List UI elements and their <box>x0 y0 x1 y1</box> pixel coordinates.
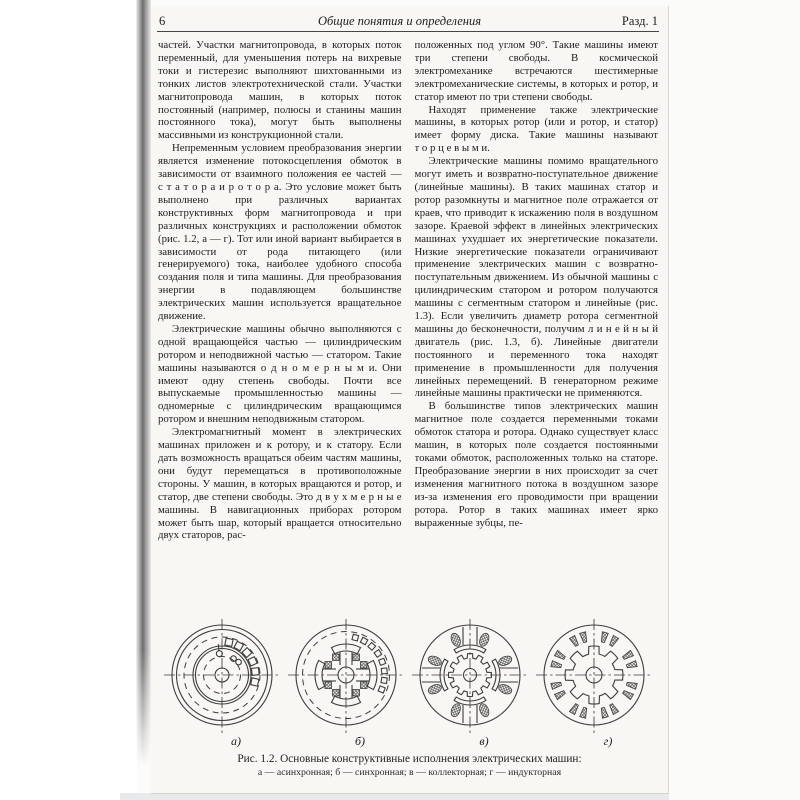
paragraph: частей. Участки магнитопровода, в которых поток переменный, для уменьшения потерь на вихревые токи и гистерезис выполняют шихтованными из тонких листов электротехнической стали. Участки магнитопровода машин, в которых поток постоянный (например, полюсы и станины машин постоянного тока), могут быть выполнены массивными из конструкционной стали. <box>158 39 402 142</box>
machine-cross-section-drawing <box>409 611 531 741</box>
section-label: Разд. 1 <box>621 14 658 28</box>
machine-diagram-collector <box>409 611 531 749</box>
left-column <box>158 39 402 609</box>
diagram-label: б) <box>354 734 366 748</box>
machine-diagrams <box>151 611 668 749</box>
book-page <box>151 6 669 794</box>
page-header <box>151 6 668 29</box>
paragraph: Находят применение также электрические машины, в которых ротор (или и ротор, и статор) имеет форму диска. Такие машины называют т о р ц е в ы м и. <box>414 103 658 155</box>
paragraph: Непременным условием преобразования энергии является изменение потокосцепления обмоток в зависимости от взаимного положения ее частей — с т а т о р а и р о т о р а. Это условие может быть выполнено при различных вариантах конструктивных форм магнитопровода и при различных конструкциях и расположении обмоток (рис. 1.2, а — г). Тот или иной вариант выбирается в зависимости от рода питающего (или генерируемого) тока, наиболее удобного способа создания поля и типа машины. Для преобразования энергии в подавляющем большинстве электрических машин используется вращательное движение. <box>158 142 402 323</box>
diagram-label: а) <box>231 734 241 748</box>
running-title: Общие понятия и определения <box>317 14 482 28</box>
page-gutter-shadow <box>136 0 151 765</box>
figure-caption: Рис. 1.2. Основные конструктивные исполнения электрических машин: <box>237 753 582 765</box>
diagram-label: г) <box>603 734 613 748</box>
figure-1-2 <box>151 609 668 778</box>
page-number: 6 <box>159 14 166 28</box>
paragraph: В большинстве типов электрических машин магнитное поле создается переменными токами обмоток статора и ротора. Однако существует класс машин, в которых поле создается постоянными токами обмоток, расположенных только на статоре. Преобразование энергии в них происходит за счет изменения магнитного потока в воздушном зазоре из-за изменения его проводимости при вращении ротора. Ротор в таких машинах имеет ярко выраженные зубцы, пе- <box>414 400 658 529</box>
machine-diagram-asynchronous <box>161 611 283 749</box>
machine-diagram-synchronous <box>285 611 407 749</box>
scan-edge-shadow <box>120 793 669 800</box>
machine-cross-section-drawing <box>285 611 407 741</box>
diagram-label: в) <box>479 734 489 748</box>
right-column <box>415 39 659 609</box>
paragraph: Электрические машины помимо вращательного могут иметь и возвратно-поступательное движение (линейные машины). В таких машинах статор и ротор разомкнуты и магнитное поле отражается от краев, что приводит к искажению поля в воздушном зазоре. Краевой эффект в линейных электрических машинах ухудшает их энергетические показатели. Низкие энергетические показатели ограничивают применение электрических машин с возвратно-поступательным движением. Из обычной машины с цилиндрическим статором и ротором получаются машины с сегментным статором и линейные (рис. 1.3). Если увеличить диаметр ротора сегментной машины до бесконечности, получим л и н е й н ы й двигатель (рис. 1.3, б). Линейные двигатели постоянного и переменного тока находят применение в промышленности для получения линейных перемещений. В генераторном режиме линейные машины практически не применяются. <box>414 155 658 400</box>
scan-left-margin <box>0 0 137 800</box>
machine-diagram-inductor <box>533 611 655 749</box>
figure-subcaption: а — асинхронная; б — синхронная; в — коллекторная; г — индукторная <box>257 767 562 778</box>
machine-cross-section-drawing <box>161 611 283 741</box>
machine-cross-section-drawing <box>533 611 655 741</box>
text-columns <box>151 32 668 609</box>
paragraph: Электрические машины обычно выполняются с одной вращающейся частью — цилиндрическим ротором и неподвижной частью — статором. Такие машины называются о д н о м е р н ы м и. Они имеют одну степень свободы. Почти все выпускаемые промышленностью машины — одномерные с цилиндрическим вращающимся ротором и внешним неподвижным статором. <box>158 322 402 426</box>
paragraph: Электромагнитный момент в электрических машинах приложен и к ротору, и к статору. Если дать возможность вращаться обеим частям машины, они будут перемещаться в противоположные стороны. У машин, в которых вращаются и ротор, и статор, две степени свободы. Это д в у х м е р н ы е машины. В навигационных приборах ротором может быть шар, который вращается относительно двух статоров, рас- <box>158 426 402 542</box>
paragraph: положенных под углом 90°. Такие машины имеют три степени свободы. В космической электромеханике встречаются шестимерные электромеханические системы, в которых и ротор, и статор имеют по три степени свободы. <box>414 39 658 103</box>
